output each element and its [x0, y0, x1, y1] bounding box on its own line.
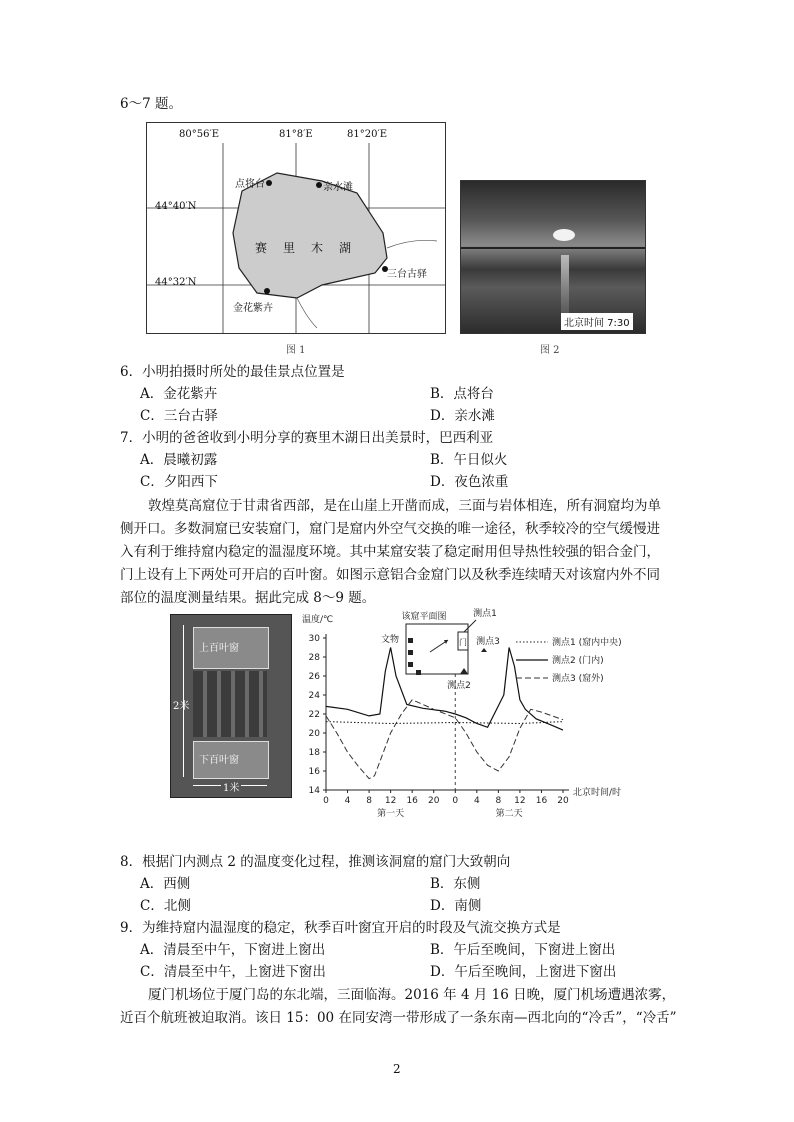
q8-option-b: B．东侧	[430, 876, 481, 892]
passage1-line-3: 入有利于维持窟内稳定的温湿度环境。其中某窟安装了稳定耐用但导热性较强的铝合金门，	[120, 544, 660, 560]
inset-relic-block	[408, 662, 413, 667]
day-label-1: 第一天	[377, 809, 405, 819]
y-tick-label: 30	[308, 634, 320, 644]
x-tick-label: 4	[473, 796, 480, 806]
figure-2-caption: 图 2	[540, 345, 560, 356]
q8-option-c: C．北侧	[140, 898, 191, 914]
lat-label-1: 44°40′N	[155, 201, 197, 212]
inset-p1-label: 测点1	[473, 609, 497, 619]
intro-text: 6～7 题。	[120, 96, 182, 112]
q6-option-b: B．点将台	[430, 386, 494, 402]
lake-name-3: 木	[311, 241, 324, 255]
passage1-line-2: 侧开口。多数洞窟已安装窟门，窟门是窟内外空气交换的唯一途径，秋季较冷的空气缓慢进	[120, 521, 660, 537]
passage1-line-5: 部位的温度测量结果。据此完成 8～9 题。	[120, 590, 376, 606]
y-tick-label: 26	[308, 672, 320, 682]
temperature-chart	[298, 604, 698, 824]
legend-label-1: 测点1 (窟内中央)	[552, 638, 622, 648]
lake-shape	[233, 173, 387, 298]
x-tick-label: 16	[406, 796, 418, 806]
legend-label-2: 测点2 (门内)	[552, 656, 604, 666]
lake-name-2: 里	[283, 241, 296, 255]
door-photo	[170, 614, 292, 798]
figure-1-caption: 图 1	[286, 345, 306, 356]
inset-title: 该窟平面图	[401, 612, 447, 622]
y-axis-label: 温度/℃	[302, 615, 334, 625]
sun-glow	[553, 229, 575, 241]
x-tick-label: 0	[323, 796, 329, 806]
passage1-line-4: 门上设有上下两处可开启的百叶窗。如图示意铝合金窟门以及秋季连续晴天对该窟内外不同	[120, 567, 660, 583]
q9-option-b: B．午后至晚间，下窗进上窗出	[430, 942, 616, 958]
legend-label-3: 测点3 (窟外)	[552, 674, 604, 684]
spot-label-jinhuazihui: 金花紫卉	[233, 303, 273, 314]
q7-option-d: D．夜色浓重	[430, 474, 509, 490]
q7-stem: 7．小明的爸爸收到小明分享的赛里木湖日出美景时，巴西利亚	[120, 430, 494, 446]
x-tick-label: 8	[495, 796, 502, 806]
lake-name-1: 赛	[255, 241, 268, 255]
q9-stem: 9．为维持窟内温湿度的稳定，秋季百叶窗宜开启的时段及气流交换方式是	[120, 920, 561, 936]
q8-stem: 8．根据门内测点 2 的温度变化过程，推测该洞窟的窟门大致朝向	[120, 854, 511, 870]
y-tick-label: 22	[308, 710, 320, 720]
y-tick-label: 28	[308, 653, 320, 663]
passage2-line-1: 厦门机场位于厦门岛的东北端，三面临海。2016 年 4 月 16 日晚，厦门机场遭遇浓雾，	[148, 987, 676, 1003]
page-number: 2	[393, 1062, 401, 1076]
q7-option-a: A．晨曦初露	[140, 452, 218, 468]
inset-p2-label: 测点2	[447, 681, 471, 691]
x-tick-label: 20	[428, 796, 440, 806]
upper-louver-label: 上百叶窗	[199, 643, 239, 654]
y-tick-label: 16	[308, 767, 320, 777]
lon-label-1: 80°56′E	[179, 129, 220, 140]
lake-name-4: 湖	[339, 241, 352, 255]
inset-relic-block	[408, 650, 413, 655]
door-width-label: 1米	[221, 779, 241, 794]
lower-louver-label: 下百叶窗	[199, 755, 239, 766]
passage1-line-1: 敦煌莫高窟位于甘肃省西部，是在山崖上开凿而成，三面与岩体相连，所有洞窟均为单	[148, 498, 661, 514]
q9-option-d: D．午后至晚间，上窗进下窗出	[430, 964, 617, 980]
q9-option-c: C．清晨至中午，上窗进下窗出	[140, 964, 326, 980]
lon-label-3: 81°20′E	[347, 129, 388, 140]
inset-p3-marker	[481, 648, 487, 652]
y-tick-label: 14	[308, 786, 320, 796]
spot-label-qinshuitan: 亲水滩	[323, 182, 353, 193]
inset-door-label: 门	[459, 638, 467, 647]
day-label-2: 第二天	[495, 809, 523, 819]
spot-jinhuazihui-marker	[264, 288, 270, 294]
x-tick-label: 12	[384, 796, 397, 806]
q6-option-a: A．金花紫卉	[140, 386, 218, 402]
spot-label-dianjiangtai: 点将台	[235, 179, 265, 190]
q7-option-b: B．午日似火	[430, 452, 508, 468]
spot-label-santaiguyi: 三台古驿	[387, 269, 427, 280]
inset-relic-block	[408, 638, 413, 643]
q7-option-c: C．夕阳西下	[140, 474, 218, 490]
inset-relic-label: 文物	[380, 635, 400, 645]
spot-qinshuitan-marker	[316, 182, 322, 188]
x-tick-label: 20	[557, 796, 569, 806]
x-tick-label: 12	[514, 796, 526, 806]
y-tick-label: 18	[308, 748, 320, 758]
inset-p3-label: 测点3	[476, 637, 500, 647]
figure-2-photo	[460, 180, 646, 334]
spot-dianjiangtai-marker	[266, 180, 272, 186]
lon-label-2: 81°8′E	[279, 129, 313, 140]
x-tick-label: 8	[366, 796, 372, 806]
door-height-label: 2米	[173, 701, 190, 712]
q8-option-a: A．西侧	[140, 876, 191, 892]
passage2-line-2: 近百个航班被迫取消。该日 15：00 在同安湾一带形成了一条东南—西北向的“冷舌”，“冷舌”	[120, 1010, 677, 1026]
y-tick-label: 24	[308, 691, 320, 701]
q9-option-a: A．清晨至中午，下窗进上窗出	[140, 942, 326, 958]
q6-stem: 6．小明拍摄时所处的最佳景点位置是	[120, 364, 345, 380]
photo-time-label: 北京时间 7:30	[561, 313, 633, 330]
x-tick-label: 4	[344, 796, 351, 806]
inset-relic-block	[416, 670, 421, 675]
x-tick-label: 16	[535, 796, 548, 806]
q6-option-c: C．三台古驿	[140, 408, 218, 424]
figure-1-map	[146, 122, 446, 334]
q6-option-d: D．亲水滩	[430, 408, 495, 424]
x-tick-label: 0	[452, 796, 459, 806]
q8-option-d: D．南侧	[430, 898, 482, 914]
x-axis-label: 北京时间/时	[573, 788, 622, 798]
lat-label-2: 44°32′N	[155, 277, 197, 288]
y-tick-label: 20	[308, 729, 320, 739]
temperature-chart-svg	[298, 604, 698, 824]
series-line-1	[326, 722, 563, 724]
